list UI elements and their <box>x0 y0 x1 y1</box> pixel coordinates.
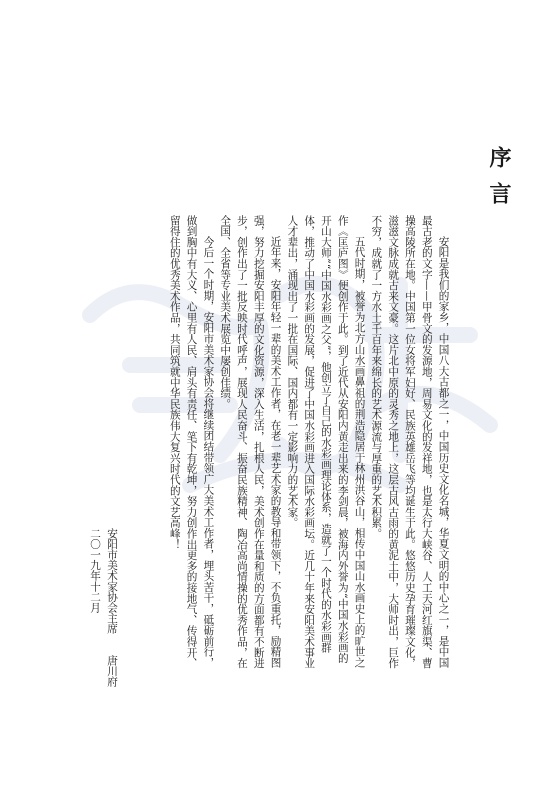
paragraph: 五代时期，被誉为北方山水画鼻祖的荆浩隐居于林州洪谷山，相传中国山水画史上的旷世之作《匡庐图》便创作于此。到了近代从安阳内黄走出来的李剑晨，被海内外誉为“中国水彩画的开山大师”“中国水彩画之父”，他创立了自己的水彩画理论体系，造就了一个时代的水彩画群体，推动了中国水彩画的发展，促进了中国水彩画进入国际水彩画坛。近几十年来安阳美术事业人才辈出，涌现出了一批在国际、国内都有一定影响力的艺术家。 <box>286 215 366 669</box>
signature-org: 安阳市美术家协会主席 <box>106 528 118 634</box>
paragraph: 近年来，安阳年轻一辈的美术工作者，在老一辈艺术家的教导和带领下，不负重托，励精图强，努力挖掘安阳丰厚的文化资源，深入生活，扎根人民，美术创作在量和质的方面都有不断进步，创作出了一批反映时代呼声，展现人民奋斗、振奋民族精神、陶冶高尚情操的优秀作品，在全国、全省等专业美术展览中屡创佳绩。 <box>219 215 282 669</box>
preface-title: 序言 <box>486 146 512 218</box>
paragraph: 今后一个时期，安阳市美术家协会将继续团结带领广大美术工作者，埋头苦干，砥砺前行，做到胸中有大义、心里有人民、肩头有责任、笔下有乾坤，努力创作出更多的接地气、传得开、留得住的优秀美术作品，共同筑就中华民族伟大复兴时代的文艺高峰！ <box>168 215 215 669</box>
signature-date: 二〇一九年十二月 <box>89 528 101 613</box>
preface-body <box>166 215 452 673</box>
paragraph: 安阳是我们的家乡，中国八大古都之一，中国历史文化名城，华夏文明的中心之一，是中国最古老的文字——甲骨文的发源地，周易文化的发祥地，也是太行大峡谷、人工天河红旗渠、曹操高陵所在地。中国第一位女将军妇好、民族英雄岳飞等均诞生于此。悠悠历史孕育璀璨文化，滋滋文脉成就古来文豪。这片北中原的灵秀之地上，这层古风古雨的黄泥土中，大师时出，巨作不穷，成就了一方水土千百年来绵长的艺术源流与厚重的艺术积累。 <box>370 215 450 669</box>
signature-block <box>86 528 120 688</box>
signature-line <box>103 528 120 688</box>
signature-name: 唐川府 <box>106 655 118 688</box>
preface-page <box>18 18 537 782</box>
